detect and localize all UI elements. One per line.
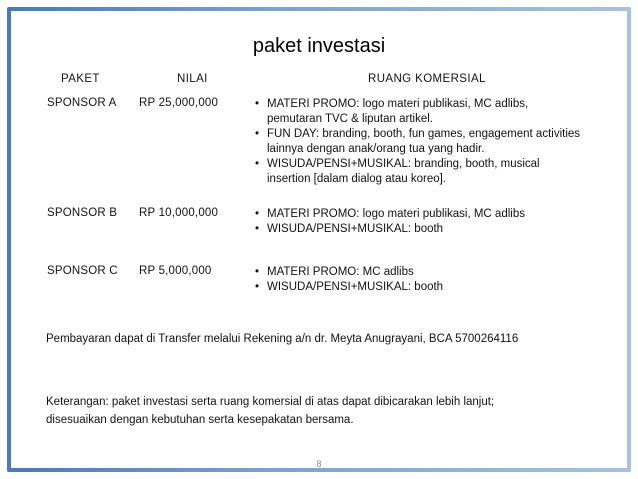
row-c-item: • WISUDA/PENSI+MUSIKAL: booth bbox=[255, 280, 585, 295]
row-a-item: • FUN DAY: branding, booth, fun games, engagement activities lainnya dengan anak/orang tua yang hadir. bbox=[255, 127, 585, 157]
row-c-items bbox=[255, 265, 585, 295]
row-b-nilai: RP 10,000,000 bbox=[139, 207, 219, 219]
slide bbox=[11, 11, 627, 468]
row-b-item: • MATERI PROMO: logo materi publikasi, MC adlibs bbox=[255, 207, 585, 222]
row-a-item: • MATERI PROMO: logo materi publikasi, MC adlibs, pemutaran TVC & liputan artikel. bbox=[255, 97, 585, 127]
note-line-2: disesuaikan dengan kebutuhan serta kesepakatan bersama. bbox=[46, 414, 354, 426]
header-ruang-komersial: RUANG KOMERSIAL bbox=[368, 73, 486, 85]
row-c-paket: SPONSOR C bbox=[47, 265, 118, 277]
header-paket: PAKET bbox=[61, 73, 100, 85]
row-b-paket: SPONSOR B bbox=[47, 207, 118, 219]
payment-info: Pembayaran dapat di Transfer melalui Rekening a/n dr. Meyta Anugrayani, BCA 5700264116 bbox=[46, 333, 519, 345]
row-c-nilai: RP 5,000,000 bbox=[139, 265, 212, 277]
note-line-1: Keterangan: paket investasi serta ruang komersial di atas dapat dibicarakan lebih lanjut; bbox=[46, 396, 495, 408]
row-a-item: • WISUDA/PENSI+MUSIKAL: branding, booth, musical insertion [dalam dialog atau koreo]. bbox=[255, 157, 585, 187]
header-nilai: NILAI bbox=[177, 73, 208, 85]
row-a-paket: SPONSOR A bbox=[47, 97, 117, 109]
row-b-item: • WISUDA/PENSI+MUSIKAL: booth bbox=[255, 222, 585, 237]
slide-title: paket investasi bbox=[252, 35, 386, 57]
row-c-item: • MATERI PROMO: MC adlibs bbox=[255, 265, 585, 280]
row-a-nilai: RP 25,000,000 bbox=[139, 97, 219, 109]
row-a-items bbox=[255, 97, 585, 187]
page-number: 8 bbox=[316, 459, 322, 469]
row-b-items bbox=[255, 207, 585, 237]
